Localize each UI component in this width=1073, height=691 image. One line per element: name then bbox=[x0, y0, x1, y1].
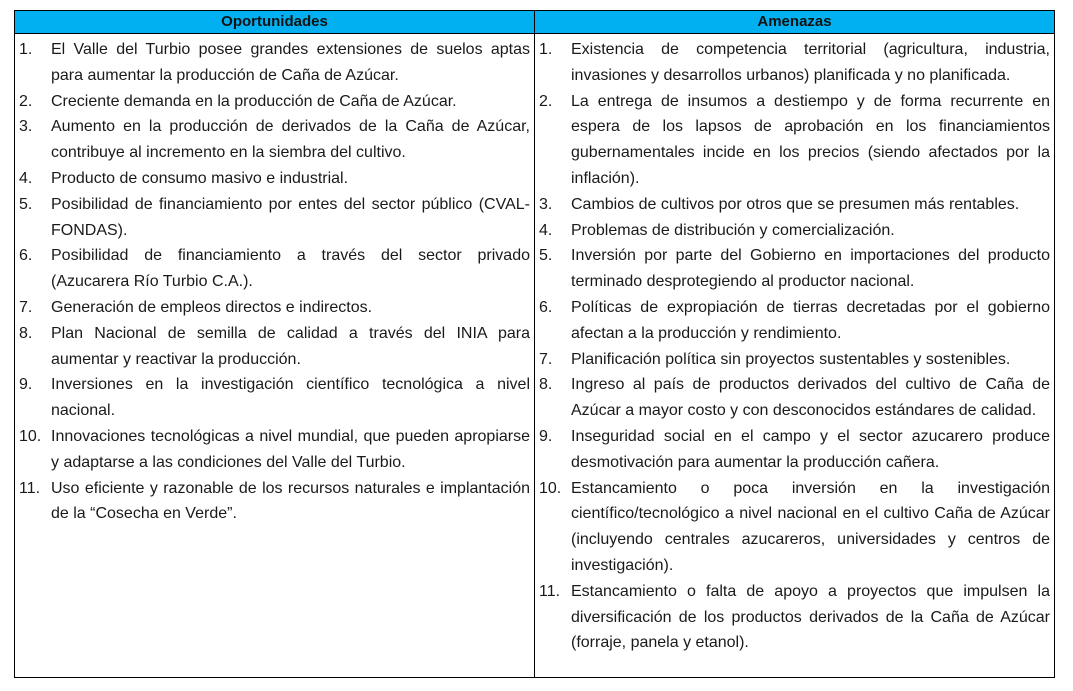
list-item-number: 11. bbox=[19, 479, 41, 497]
amenaza-item-4 bbox=[535, 218, 1054, 244]
oportunidad-item-5 bbox=[15, 192, 534, 244]
amenazas-list bbox=[535, 37, 1054, 656]
list-item-number: 6. bbox=[539, 298, 553, 316]
list-item-text: Producto de consumo masivo e industrial. bbox=[51, 169, 349, 187]
list-item-text: Ingreso al país de productos derivados del cultivo de Caña de Azúcar a mayor costo y con desconocidos estándares de calidad. bbox=[571, 376, 1050, 420]
amenaza-item-9 bbox=[535, 424, 1054, 476]
list-item-number: 8. bbox=[19, 324, 33, 342]
table-body-row bbox=[15, 34, 1054, 677]
list-item-number: 11. bbox=[539, 582, 561, 600]
oportunidad-item-10 bbox=[15, 424, 534, 476]
list-item-text: Inseguridad social en el campo y el sector azucarero produce desmotivación para aumentar la producción cañera. bbox=[571, 427, 1050, 471]
oportunidad-item-6 bbox=[15, 243, 534, 295]
list-item-number: 10. bbox=[19, 427, 42, 445]
list-item-number: 8. bbox=[539, 376, 553, 394]
list-item-text: Inversiones en la investigación científico tecnológica a nivel nacional. bbox=[51, 376, 530, 420]
list-item-text: Inversión por parte del Gobierno en importaciones del producto terminado desprotegiendo al productor nacional. bbox=[571, 247, 1050, 291]
table-header-row bbox=[15, 11, 1054, 34]
list-item-number: 2. bbox=[19, 92, 33, 110]
list-item-text: Aumento en la producción de derivados de la Caña de Azúcar, contribuye al incremento en la siembra del cultivo. bbox=[51, 118, 530, 162]
list-item-text: El Valle del Turbio posee grandes extensiones de suelos aptas para aumentar la producción de Caña de Azúcar. bbox=[51, 41, 530, 84]
oportunidad-item-3 bbox=[15, 114, 534, 166]
list-item-number: 9. bbox=[19, 376, 33, 394]
oportunidad-item-2 bbox=[15, 89, 534, 115]
oportunidad-item-1 bbox=[15, 37, 534, 89]
list-item-text: Planificación política sin proyectos sustentables y sostenibles. bbox=[571, 350, 1011, 368]
list-item-text: Existencia de competencia territorial (agricultura, industria, invasiones y desarrollos urbanos) planificada y no planificada. bbox=[571, 41, 1050, 84]
list-item-number: 5. bbox=[19, 195, 33, 213]
list-item-text: Estancamiento o falta de apoyo a proyectos que impulsen la diversificación de los productos derivados de la Caña de Azúcar (forraje, panela y etanol). bbox=[571, 582, 1050, 652]
amenaza-item-3 bbox=[535, 192, 1054, 218]
list-item-number: 7. bbox=[539, 350, 553, 368]
amenaza-item-6 bbox=[535, 295, 1054, 347]
list-item-number: 1. bbox=[539, 41, 553, 58]
oportunidad-item-9 bbox=[15, 372, 534, 424]
list-item-text: Posibilidad de financiamiento a través del sector privado (Azucarera Río Turbio C.A.). bbox=[51, 247, 530, 291]
amenaza-item-2 bbox=[535, 89, 1054, 192]
list-item-number: 4. bbox=[539, 221, 553, 239]
oportunidad-item-11 bbox=[15, 476, 534, 528]
list-item-number: 3. bbox=[19, 118, 33, 136]
list-item-text: Innovaciones tecnológicas a nivel mundial, que pueden apropiarse y adaptarse a las condiciones del Valle del Turbio. bbox=[51, 427, 530, 471]
list-item-text: Plan Nacional de semilla de calidad a través del INIA para aumentar y reactivar la producción. bbox=[51, 324, 530, 368]
amenaza-item-11 bbox=[535, 579, 1054, 656]
list-item-number: 5. bbox=[539, 247, 553, 265]
list-item-text: Estancamiento o poca inversión en la investigación científico/tecnológico a nivel nacional en el cultivo Caña de Azúcar (incluyendo centrales azucareros, universidades y centros de investigación). bbox=[571, 479, 1050, 574]
header-amenazas: Amenazas bbox=[757, 13, 832, 30]
list-item-text: Generación de empleos directos e indirectos. bbox=[51, 298, 373, 316]
amenazas-column bbox=[535, 34, 1054, 677]
oportunidad-item-4 bbox=[15, 166, 534, 192]
swot-table bbox=[14, 10, 1055, 678]
oportunidades-list bbox=[15, 37, 534, 527]
amenaza-item-8 bbox=[535, 372, 1054, 424]
list-item-number: 3. bbox=[539, 195, 553, 213]
list-item-text: Políticas de expropiación de tierras decretadas por el gobierno afectan a la producción y rendimiento. bbox=[571, 298, 1050, 342]
amenaza-item-10 bbox=[535, 476, 1054, 579]
list-item-text: Posibilidad de financiamiento por entes del sector público (CVAL-FONDAS). bbox=[51, 195, 530, 239]
amenaza-item-1 bbox=[535, 37, 1054, 89]
list-item-number: 10. bbox=[539, 479, 562, 497]
amenaza-item-5 bbox=[535, 243, 1054, 295]
list-item-number: 6. bbox=[19, 247, 33, 265]
list-item-number: 4. bbox=[19, 169, 33, 187]
header-oportunidades: Oportunidades bbox=[15, 11, 535, 33]
oportunidad-item-8 bbox=[15, 321, 534, 373]
list-item-text: Cambios de cultivos por otros que se presumen más rentables. bbox=[571, 195, 1020, 213]
list-item-text: Creciente demanda en la producción de Caña de Azúcar. bbox=[51, 92, 457, 110]
list-item-text: Uso eficiente y razonable de los recursos naturales e implantación de la “Cosecha en Verde”. bbox=[51, 479, 530, 523]
list-item-number: 2. bbox=[539, 92, 553, 110]
list-item-text: La entrega de insumos a destiempo y de forma recurrente en espera de los lapsos de aprobación en los financiamientos gubernamentales incide en los precios (siendo afectados por la inflación). bbox=[571, 92, 1050, 187]
oportunidades-column bbox=[15, 34, 535, 677]
oportunidad-item-7 bbox=[15, 295, 534, 321]
list-item-text: Problemas de distribución y comercialización. bbox=[571, 221, 895, 239]
list-item-number: 9. bbox=[539, 427, 553, 445]
list-item-number: 1. bbox=[19, 41, 33, 58]
list-item-number: 7. bbox=[19, 298, 33, 316]
amenaza-item-7 bbox=[535, 347, 1054, 373]
